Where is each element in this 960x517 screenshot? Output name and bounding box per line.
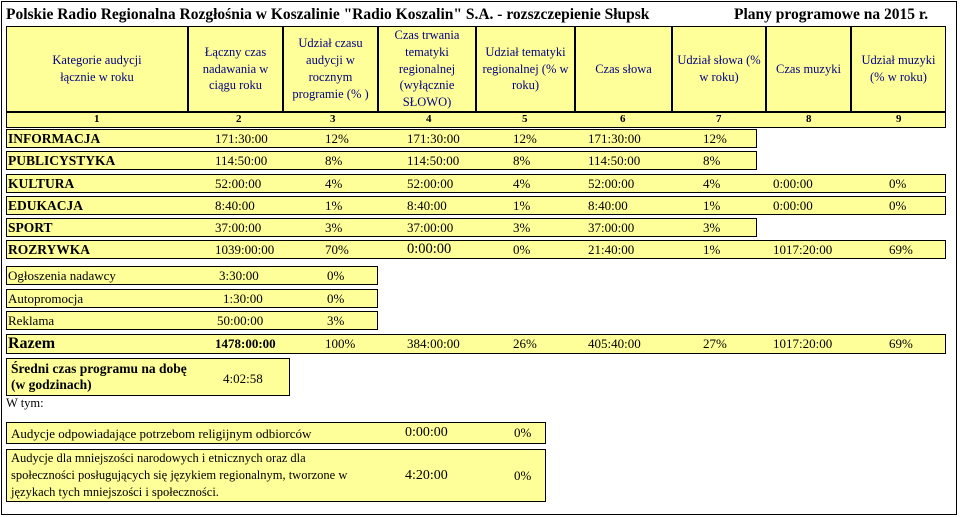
category-row <box>6 129 757 148</box>
category-label: ROZRYWKA <box>8 242 91 257</box>
col-number: 7 <box>716 113 722 125</box>
header-line: Czas muzyki <box>776 61 841 76</box>
header-col-2 <box>188 26 283 112</box>
other-label: Ogłoszenia nadawcy <box>8 268 116 283</box>
category-value: 171:30:00 <box>407 131 460 146</box>
col-number: 9 <box>896 113 902 125</box>
header-line: audycji w <box>306 53 355 68</box>
total-value: 1017:20:00 <box>773 336 833 351</box>
header-col-9 <box>851 26 946 112</box>
avg-value: 4:02:58 <box>223 371 263 386</box>
category-row <box>6 240 946 259</box>
category-value: 52:00:00 <box>407 176 454 191</box>
report-title <box>6 6 929 24</box>
header-text <box>482 44 568 95</box>
col-number: 2 <box>236 113 242 125</box>
category-value: 8% <box>703 153 721 168</box>
category-value: 0:00:00 <box>407 241 452 257</box>
category-value: 0:00:00 <box>773 198 813 213</box>
header-line: rocznym <box>308 70 353 84</box>
header-line: Udział słowa (% <box>677 53 761 68</box>
category-value: 8:40:00 <box>407 198 447 213</box>
category-value: 4% <box>703 176 721 191</box>
minorities-row <box>6 449 546 502</box>
header-text <box>395 27 460 111</box>
other-row <box>6 311 378 330</box>
category-value: 0% <box>889 198 907 213</box>
total-value: 405:40:00 <box>588 336 641 351</box>
religious-pct: 0% <box>514 425 532 440</box>
category-value: 12% <box>513 131 537 146</box>
header-line: Udział czasu <box>298 36 363 51</box>
col-number: 4 <box>426 113 432 125</box>
category-value: 3% <box>513 220 531 235</box>
category-value: 1% <box>325 198 343 213</box>
category-value: 52:00:00 <box>588 176 635 191</box>
title-right: Plany programowe na 2015 r. <box>734 6 929 23</box>
minorities-line-3: językach tych mniejszości i społeczności. <box>11 485 219 499</box>
header-line: tematyki <box>405 44 449 59</box>
category-row <box>6 218 757 237</box>
header-text <box>292 35 368 103</box>
header-line: (wyłącznie <box>399 78 455 93</box>
category-value: 8:40:00 <box>215 198 255 213</box>
category-value: 4% <box>513 176 531 191</box>
category-value: 1039:00:00 <box>215 242 275 257</box>
other-label: Reklama <box>8 313 55 328</box>
header-col-8 <box>766 26 851 112</box>
minorities-line-2: społeczności posługujących się językiem regionalnym, tworzone w <box>11 468 348 482</box>
category-row <box>6 174 946 193</box>
header-col-5 <box>476 26 575 112</box>
other-pct: 0% <box>327 268 345 283</box>
header-line: Udział tematyki <box>485 44 566 59</box>
minorities-pct: 0% <box>514 468 532 483</box>
col-number: 8 <box>806 113 812 125</box>
category-value: 52:00:00 <box>215 176 262 191</box>
col-number: 5 <box>522 113 528 125</box>
header-text <box>862 52 936 86</box>
category-value: 1% <box>703 242 721 257</box>
other-row <box>6 266 378 285</box>
category-row <box>6 151 757 170</box>
category-value: 171:30:00 <box>215 131 268 146</box>
category-label: PUBLICYSTYKA <box>8 153 116 168</box>
category-value: 21:40:00 <box>588 242 635 257</box>
category-value: 12% <box>325 131 349 146</box>
category-label: EDUKACJA <box>8 198 84 213</box>
avg-box <box>6 358 290 396</box>
header-line: nadawania w <box>202 61 269 76</box>
header-line: Udział muzyki <box>861 53 936 68</box>
other-row <box>6 289 378 308</box>
header-text <box>52 52 141 86</box>
category-value: 114:50:00 <box>407 153 460 168</box>
header-line: regionalnej (% w <box>482 61 569 76</box>
category-value: 37:00:00 <box>588 220 635 235</box>
header-line: programie (% ) <box>292 86 369 101</box>
category-value: 12% <box>703 131 727 146</box>
column-number-row <box>6 112 946 128</box>
category-value: 8% <box>513 153 531 168</box>
header-line: regionalnej <box>398 61 456 76</box>
header-line: Łączny czas <box>204 44 267 59</box>
header-col-1 <box>6 26 188 112</box>
avg-label-1: Średni czas programu na dobę <box>11 361 187 376</box>
col-number: 1 <box>94 113 100 125</box>
religious-row <box>6 422 546 444</box>
other-time: 3:30:00 <box>219 268 259 283</box>
category-value: 37:00:00 <box>407 220 454 235</box>
header-line: ciągu roku <box>208 78 263 93</box>
title-left: Polskie Radio Regionalna Rozgłośnia w Koszalinie "Radio Koszalin" S.A. - rozszczepienie Słupsk <box>6 6 650 23</box>
category-value: 69% <box>889 242 913 257</box>
category-value: 0:00:00 <box>773 176 813 191</box>
total-value: 27% <box>703 336 727 351</box>
category-label: INFORMACJA <box>8 131 101 146</box>
category-value: 3% <box>703 220 721 235</box>
header-line: Czas słowa <box>595 61 652 76</box>
header-col-4 <box>378 26 476 112</box>
category-value: 70% <box>325 242 349 257</box>
header-col-3 <box>283 26 378 112</box>
category-value: 1% <box>513 198 531 213</box>
category-value: 171:30:00 <box>588 131 641 146</box>
header-text <box>203 44 269 95</box>
header-line: roku) <box>511 78 540 93</box>
minorities-time: 4:20:00 <box>405 468 448 483</box>
total-row <box>6 334 946 354</box>
header-text <box>677 52 760 86</box>
header-line: Czas trwania <box>394 27 460 42</box>
category-value: 8:40:00 <box>588 198 628 213</box>
header-text <box>595 61 652 78</box>
other-time: 1:30:00 <box>223 291 263 306</box>
religious-time: 0:00:00 <box>405 425 448 440</box>
col-number: 6 <box>620 113 626 125</box>
category-row <box>6 196 946 215</box>
category-value: 3% <box>325 220 343 235</box>
category-value: 114:50:00 <box>588 153 641 168</box>
total-label: Razem <box>8 335 56 352</box>
header-line: SŁOWO) <box>402 95 452 110</box>
header-line: (% w roku) <box>870 70 927 84</box>
header-col-6 <box>575 26 672 112</box>
total-value: 384:00:00 <box>407 336 460 351</box>
total-value: 100% <box>325 336 356 351</box>
category-value: 0% <box>513 242 531 257</box>
other-label: Autopromocja <box>8 291 84 306</box>
col-number: 3 <box>330 113 336 125</box>
avg-label-2: (w godzinach) <box>11 377 92 392</box>
category-label: SPORT <box>8 220 53 235</box>
header-line: łącznie w roku <box>60 70 134 84</box>
header-text <box>776 61 841 78</box>
category-value: 8% <box>325 153 343 168</box>
category-value: 37:00:00 <box>215 220 262 235</box>
category-value: 4% <box>325 176 343 191</box>
other-time: 50:00:00 <box>217 313 264 328</box>
category-value: 0% <box>889 176 907 191</box>
category-value: 1017:20:00 <box>773 242 833 257</box>
w-tym-label: W tym: <box>6 396 44 410</box>
category-value: 114:50:00 <box>215 153 268 168</box>
religious-label: Audycje odpowiadające potrzebom religijnym odbiorców <box>11 426 312 441</box>
other-pct: 0% <box>327 291 345 306</box>
total-value: 26% <box>513 336 537 351</box>
header-col-7 <box>672 26 766 112</box>
other-pct: 3% <box>327 313 345 328</box>
category-label: KULTURA <box>8 176 75 191</box>
total-value: 1478:00:00 <box>215 336 276 351</box>
minorities-line-1: Audycje dla mniejszości narodowych i etnicznych oraz dla <box>11 451 306 465</box>
total-value: 69% <box>889 336 913 351</box>
header-line: w roku) <box>699 70 739 84</box>
header-line: Kategorie audycji <box>52 53 142 68</box>
category-value: 1% <box>703 198 721 213</box>
